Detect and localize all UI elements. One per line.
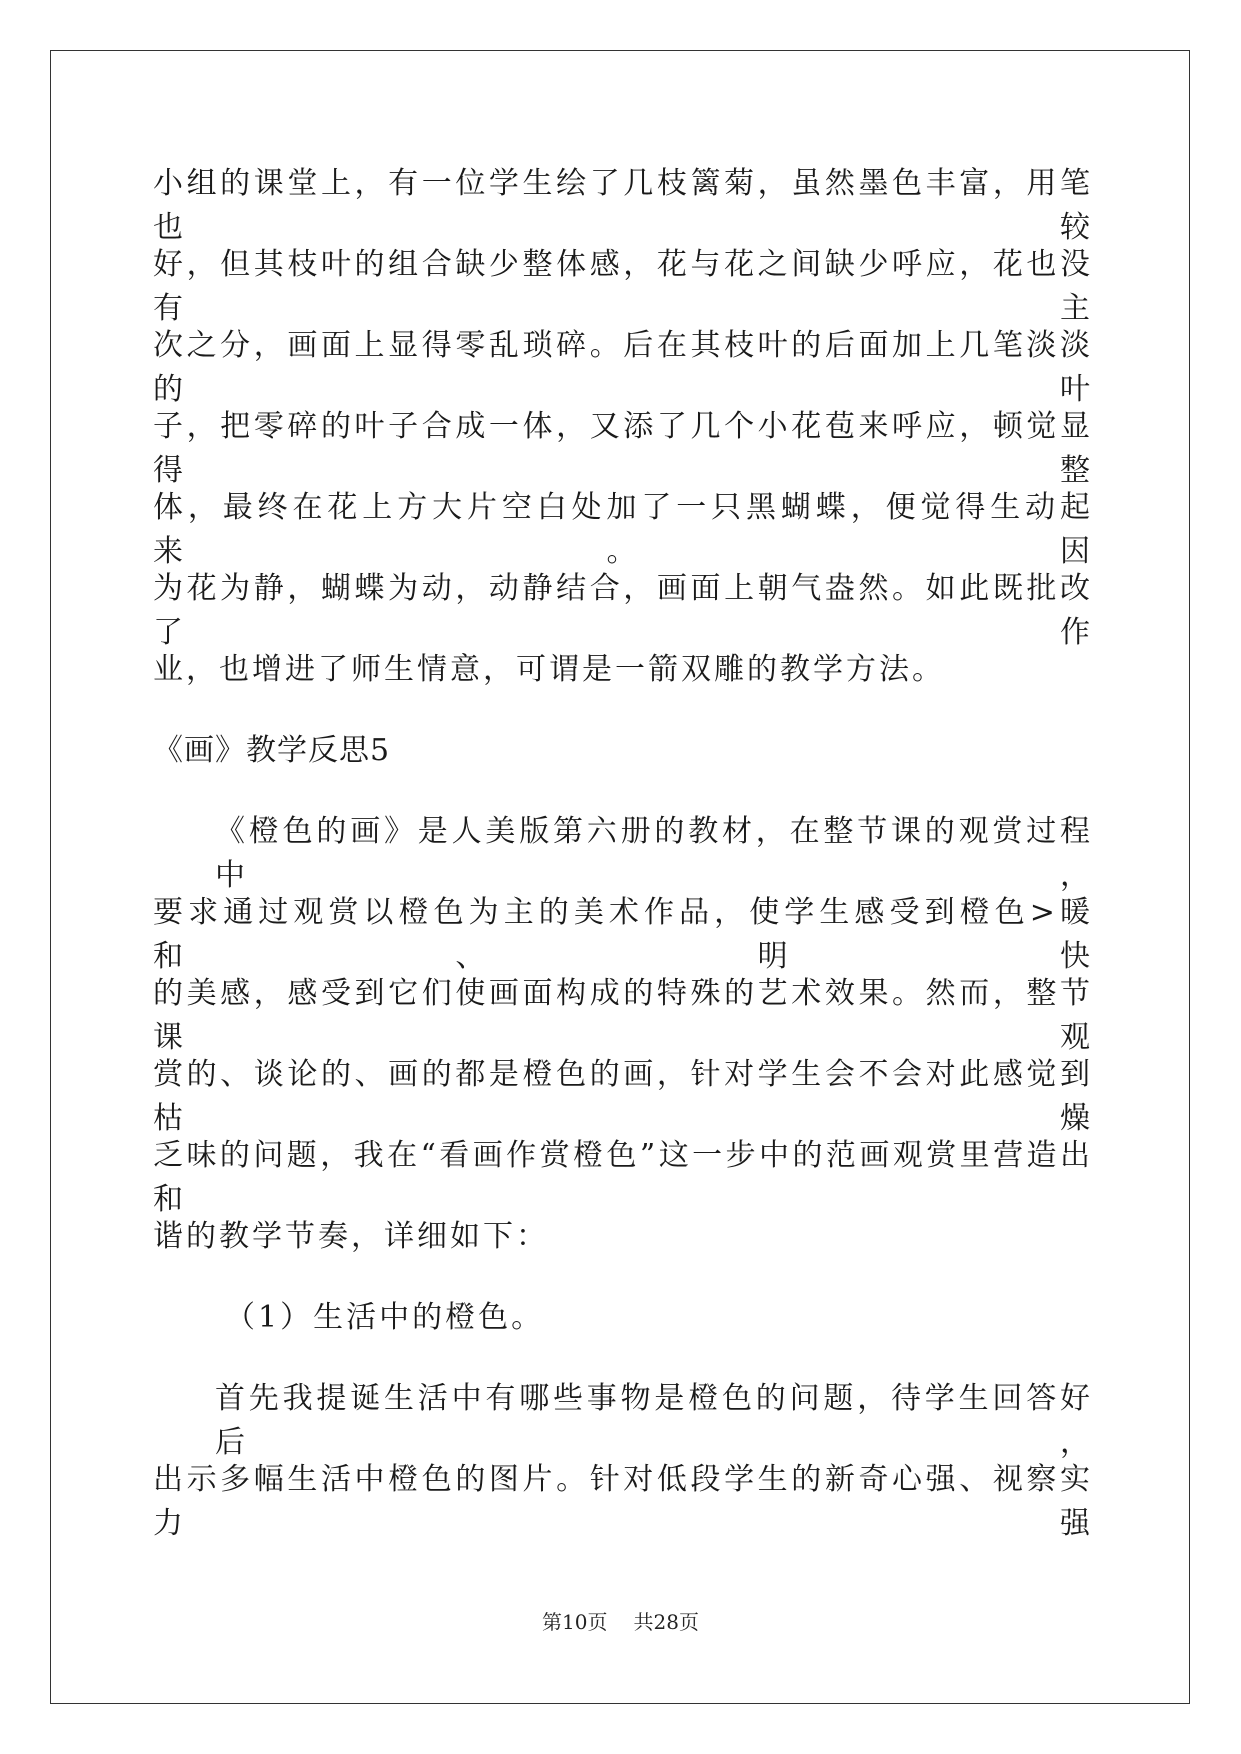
body-line: 体，最终在花上方大片空白处加了一只黑蝴蝶，便觉得生动起来。因 (153, 490, 1093, 569)
list-item-heading: （1）生活中的橙色。 (225, 1300, 545, 1335)
body-line: 乏味的问题，我在“看画作赏橙色”这一步中的范画观赏里营造出和 (153, 1138, 1093, 1217)
section-heading: 《画》教学反思5 (153, 733, 391, 768)
body-line: 子，把零碎的叶子合成一体，又添了几个小花苞来呼应，顿觉显得整 (153, 409, 1093, 488)
body-line: 的美感，感受到它们使画面构成的特殊的艺术效果。然而，整节课观 (153, 976, 1093, 1055)
body-line: 小组的课堂上，有一位学生绘了几枝篱菊，虽然墨色丰富，用笔也较 (153, 166, 1093, 245)
body-line: 次之分，画面上显得零乱琐碎。后在其枝叶的后面加上几笔淡淡的叶 (153, 328, 1093, 407)
body-line: 为花为静，蝴蝶为动，动静结合，画面上朝气盎然。如此既批改了作 (153, 571, 1093, 650)
body-line: 出示多幅生活中橙色的图片。针对低段学生的新奇心强、视察实力强 (153, 1462, 1093, 1541)
body-line: 业，也增进了师生情意，可谓是一箭双雕的教学方法。 (153, 652, 945, 687)
body-line: 谐的教学节奏，详细如下： (153, 1219, 549, 1254)
body-line: 首先我提诞生活中有哪些事物是橙色的问题，待学生回答好后， (215, 1381, 1093, 1460)
body-line: 赏的、谈论的、画的都是橙色的画，针对学生会不会对此感觉到枯燥 (153, 1057, 1093, 1136)
body-line: 要求通过观赏以橙色为主的美术作品，使学生感受到橙色>暖和、明快 (153, 895, 1093, 974)
document-body (153, 162, 1093, 1539)
page-total: 共28页 (633, 1610, 699, 1634)
body-line: 《橙色的画》是人美版第六册的教材，在整节课的观赏过程中， (215, 814, 1093, 893)
body-line: 好，但其枝叶的组合缺少整体感，花与花之间缺少呼应，花也没有主 (153, 247, 1093, 326)
page-footer (0, 1606, 1241, 1635)
page-number: 第10页 (542, 1610, 608, 1634)
